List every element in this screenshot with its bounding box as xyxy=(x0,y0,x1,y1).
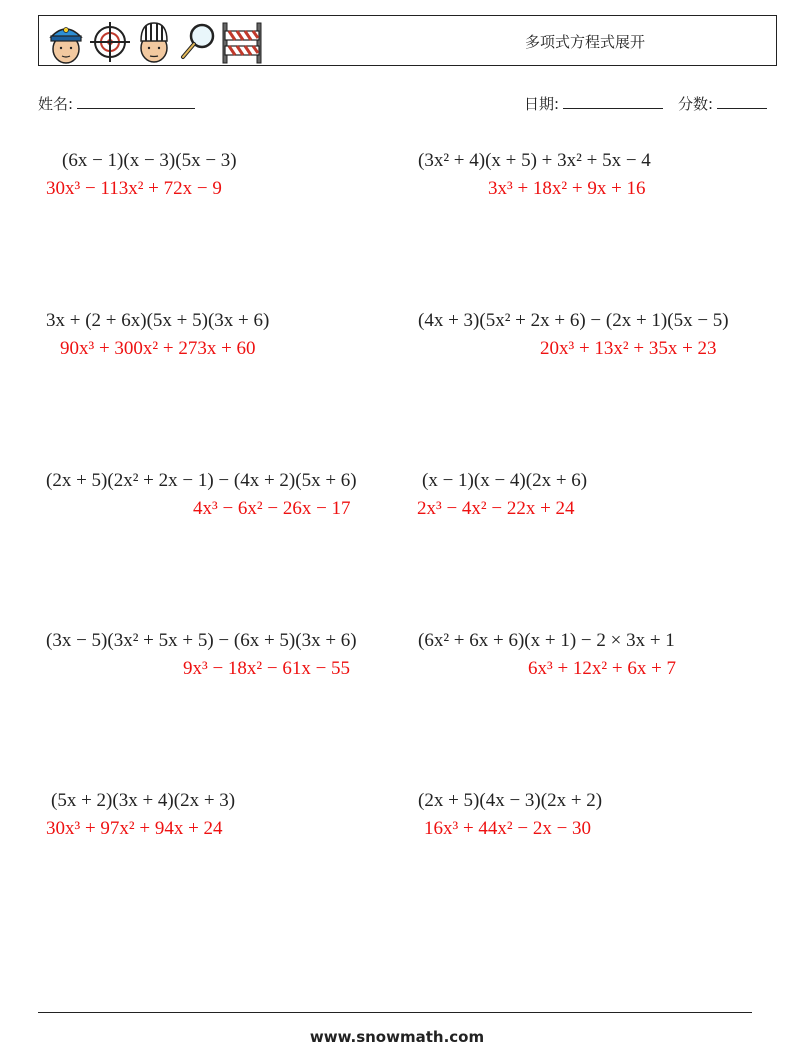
footer-url[interactable]: www.snowmath.com xyxy=(309,1028,485,1046)
problem-question: (2x + 5)(4x − 3)(2x + 2) xyxy=(418,790,603,811)
problem-answer: 16x³ + 44x² − 2x − 30 xyxy=(424,818,592,839)
magnifying-glass-icon xyxy=(177,19,219,65)
problem-answer: 2x³ − 4x² − 22x + 24 xyxy=(417,498,575,519)
problem-answer: 9x³ − 18x² − 61x − 55 xyxy=(183,658,351,679)
name-field xyxy=(38,93,195,114)
name-label: 姓名: xyxy=(38,95,74,113)
worksheet-header xyxy=(38,15,777,66)
header-icons xyxy=(45,19,263,65)
date-label: 日期: xyxy=(524,95,560,113)
score-blank[interactable] xyxy=(717,94,767,109)
problem-question: (5x + 2)(3x + 4)(2x + 3) xyxy=(51,790,236,811)
road-barrier-icon xyxy=(221,19,263,65)
problem-answer: 30x³ + 97x² + 94x + 24 xyxy=(46,818,223,839)
name-blank[interactable] xyxy=(77,94,195,109)
problem-answer: 3x³ + 18x² + 9x + 16 xyxy=(488,178,646,199)
problem-answer: 30x³ − 113x² + 72x − 9 xyxy=(46,178,222,199)
problem-5 xyxy=(46,470,366,520)
problem-answer: 4x³ − 6x² − 26x − 17 xyxy=(193,498,351,519)
worksheet-title: 多项式方程式展开 xyxy=(525,33,646,51)
footer-divider xyxy=(38,1012,752,1013)
problem-10 xyxy=(418,790,738,840)
score-field xyxy=(678,93,767,114)
problem-question: (3x² + 4)(x + 5) + 3x² + 5x − 4 xyxy=(418,150,651,171)
date-blank[interactable] xyxy=(563,94,663,109)
crosshair-target-icon xyxy=(89,19,131,65)
date-field xyxy=(524,93,663,114)
problem-8 xyxy=(418,630,738,680)
problem-4 xyxy=(418,310,738,360)
problem-question: (2x + 5)(2x² + 2x − 1) − (4x + 2)(5x + 6) xyxy=(46,470,357,491)
problem-1 xyxy=(46,150,382,200)
score-label: 分数: xyxy=(678,95,714,113)
problem-3 xyxy=(46,310,366,360)
prisoner-icon xyxy=(133,19,175,65)
problem-question: (6x − 1)(x − 3)(5x − 3) xyxy=(62,150,237,171)
problem-answer: 6x³ + 12x² + 6x + 7 xyxy=(528,658,677,679)
police-officer-icon xyxy=(45,19,87,65)
problem-9 xyxy=(46,790,371,840)
problem-question: (6x² + 6x + 6)(x + 1) − 2 × 3x + 1 xyxy=(418,630,675,651)
problem-2 xyxy=(418,150,738,200)
problem-7 xyxy=(46,630,366,680)
problem-answer: 90x³ + 300x² + 273x + 60 xyxy=(60,338,256,359)
problem-6 xyxy=(417,470,742,520)
problem-question: (3x − 5)(3x² + 5x + 5) − (6x + 5)(3x + 6) xyxy=(46,630,357,651)
problem-question: 3x + (2 + 6x)(5x + 5)(3x + 6) xyxy=(46,310,270,331)
problem-question: (4x + 3)(5x² + 2x + 6) − (2x + 1)(5x − 5) xyxy=(418,310,729,331)
problem-answer: 20x³ + 13x² + 35x + 23 xyxy=(540,338,717,359)
problem-question: (x − 1)(x − 4)(2x + 6) xyxy=(422,470,588,491)
